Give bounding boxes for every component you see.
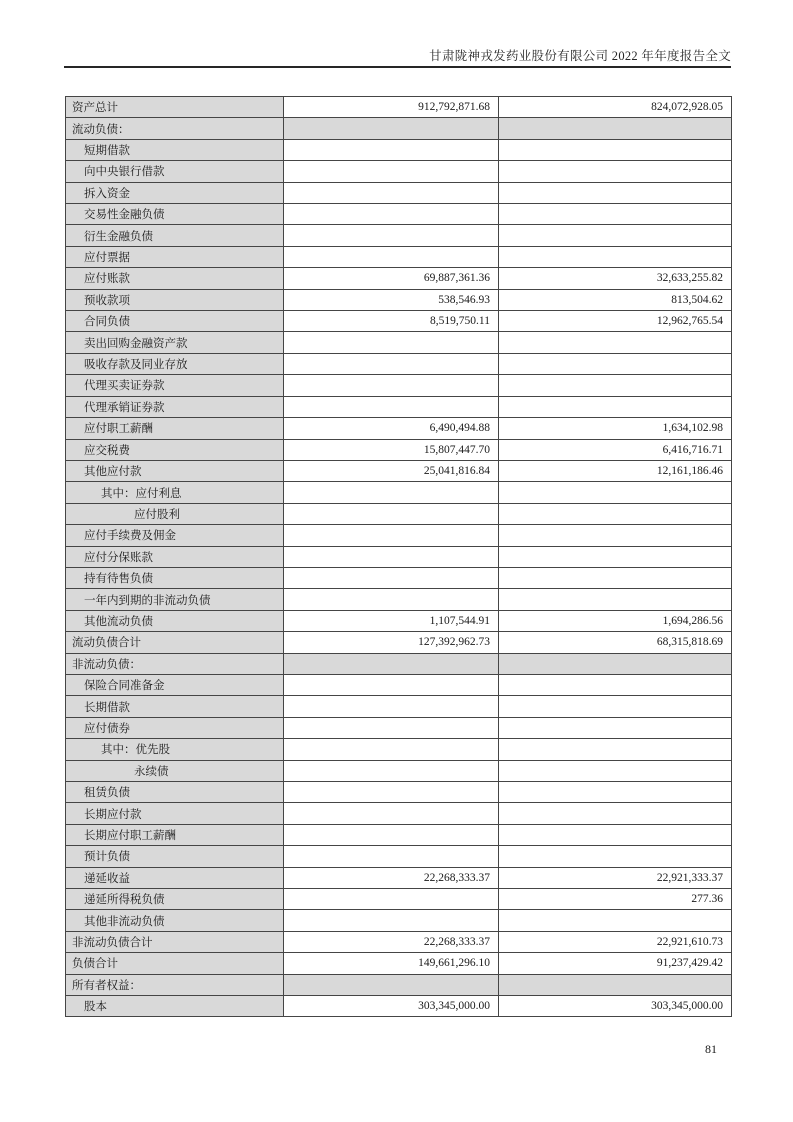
row-item-label: 负债合计: [66, 953, 284, 974]
row-current-period-value: [284, 525, 499, 546]
table-row: [66, 97, 732, 118]
row-current-period-value: 303,345,000.00: [284, 996, 499, 1017]
row-item-label: 其中：优先股: [66, 739, 284, 760]
row-prior-period-value: [499, 760, 732, 781]
row-prior-period-value: [499, 567, 732, 588]
row-item-label: 预收款项: [66, 289, 284, 310]
row-current-period-value: 127,392,962.73: [284, 632, 499, 653]
row-current-period-value: [284, 910, 499, 931]
row-current-period-value: 6,490,494.88: [284, 418, 499, 439]
row-current-period-value: [284, 396, 499, 417]
row-item-label: 应付账款: [66, 268, 284, 289]
row-current-period-value: 1,107,544.91: [284, 610, 499, 631]
table-row: [66, 353, 732, 374]
row-current-period-value: [284, 889, 499, 910]
row-item-label: 应交税费: [66, 439, 284, 460]
balance-sheet-table: [65, 96, 732, 1017]
row-prior-period-value: [499, 696, 732, 717]
row-prior-period-value: [499, 332, 732, 353]
row-current-period-value: [284, 974, 499, 995]
row-current-period-value: [284, 182, 499, 203]
row-item-label: 流动负债合计: [66, 632, 284, 653]
table-row: [66, 953, 732, 974]
row-item-label: 代理承销证券款: [66, 396, 284, 417]
row-prior-period-value: [499, 204, 732, 225]
row-prior-period-value: [499, 375, 732, 396]
row-prior-period-value: 12,962,765.54: [499, 311, 732, 332]
table-row: [66, 760, 732, 781]
row-prior-period-value: 91,237,429.42: [499, 953, 732, 974]
row-item-label: 租赁负债: [66, 782, 284, 803]
row-prior-period-value: 303,345,000.00: [499, 996, 732, 1017]
report-header-title: 甘肃陇神戎发药业股份有限公司 2022 年年度报告全文: [429, 49, 731, 63]
row-prior-period-value: 22,921,333.37: [499, 867, 732, 888]
table-row: [66, 332, 732, 353]
row-current-period-value: [284, 803, 499, 824]
row-current-period-value: [284, 739, 499, 760]
row-prior-period-value: 6,416,716.71: [499, 439, 732, 460]
row-item-label: 保险合同准备金: [66, 674, 284, 695]
row-prior-period-value: 813,504.62: [499, 289, 732, 310]
row-current-period-value: [284, 332, 499, 353]
table-row: [66, 867, 732, 888]
row-item-label: 合同负债: [66, 311, 284, 332]
row-item-label: 拆入资金: [66, 182, 284, 203]
row-item-label: 长期应付款: [66, 803, 284, 824]
table-row: [66, 182, 732, 203]
row-item-label: 吸收存款及同业存放: [66, 353, 284, 374]
row-current-period-value: [284, 824, 499, 845]
row-current-period-value: 69,887,361.36: [284, 268, 499, 289]
row-item-label: 永续债: [66, 760, 284, 781]
row-item-label: 流动负债：: [66, 118, 284, 139]
row-item-label: 非流动负债：: [66, 653, 284, 674]
table-row: [66, 525, 732, 546]
table-row: [66, 910, 732, 931]
row-item-label: 应付股利: [66, 503, 284, 524]
row-current-period-value: [284, 696, 499, 717]
row-prior-period-value: [499, 139, 732, 160]
table-row: [66, 803, 732, 824]
table-row: [66, 717, 732, 738]
row-item-label: 预计负债: [66, 846, 284, 867]
row-item-label: 卖出回购金融资产款: [66, 332, 284, 353]
table-row: [66, 996, 732, 1017]
table-row: [66, 567, 732, 588]
row-current-period-value: 25,041,816.84: [284, 460, 499, 481]
row-prior-period-value: 22,921,610.73: [499, 931, 732, 952]
table-row: [66, 653, 732, 674]
page-number: 81: [705, 1042, 717, 1056]
table-row: [66, 396, 732, 417]
table-row: [66, 268, 732, 289]
row-item-label: 持有待售负债: [66, 567, 284, 588]
row-item-label: 代理买卖证券款: [66, 375, 284, 396]
row-current-period-value: [284, 118, 499, 139]
row-prior-period-value: 824,072,928.05: [499, 97, 732, 118]
row-prior-period-value: 32,633,255.82: [499, 268, 732, 289]
row-current-period-value: 538,546.93: [284, 289, 499, 310]
row-prior-period-value: [499, 674, 732, 695]
row-current-period-value: [284, 375, 499, 396]
row-prior-period-value: [499, 353, 732, 374]
row-prior-period-value: 1,634,102.98: [499, 418, 732, 439]
row-item-label: 其中：应付利息: [66, 482, 284, 503]
row-current-period-value: [284, 717, 499, 738]
row-item-label: 向中央银行借款: [66, 161, 284, 182]
row-item-label: 非流动负债合计: [66, 931, 284, 952]
table-row: [66, 418, 732, 439]
row-current-period-value: [284, 161, 499, 182]
table-row: [66, 674, 732, 695]
row-current-period-value: [284, 503, 499, 524]
row-item-label: 所有者权益：: [66, 974, 284, 995]
table-row: [66, 289, 732, 310]
table-row: [66, 546, 732, 567]
row-prior-period-value: 12,161,186.46: [499, 460, 732, 481]
row-item-label: 长期借款: [66, 696, 284, 717]
row-prior-period-value: [499, 525, 732, 546]
row-current-period-value: [284, 567, 499, 588]
row-prior-period-value: [499, 910, 732, 931]
row-item-label: 应付手续费及佣金: [66, 525, 284, 546]
row-item-label: 衍生金融负债: [66, 225, 284, 246]
table-row: [66, 589, 732, 610]
row-prior-period-value: 277.36: [499, 889, 732, 910]
table-row: [66, 225, 732, 246]
row-prior-period-value: [499, 782, 732, 803]
table-row: [66, 696, 732, 717]
row-current-period-value: [284, 653, 499, 674]
row-prior-period-value: [499, 503, 732, 524]
row-current-period-value: [284, 204, 499, 225]
table-row: [66, 739, 732, 760]
row-current-period-value: [284, 246, 499, 267]
row-item-label: 递延所得税负债: [66, 889, 284, 910]
table-row: [66, 974, 732, 995]
row-current-period-value: [284, 760, 499, 781]
row-current-period-value: 22,268,333.37: [284, 931, 499, 952]
row-current-period-value: [284, 674, 499, 695]
table-row: [66, 824, 732, 845]
table-row: [66, 889, 732, 910]
table-row: [66, 460, 732, 481]
row-prior-period-value: [499, 246, 732, 267]
row-prior-period-value: [499, 589, 732, 610]
row-prior-period-value: [499, 803, 732, 824]
row-prior-period-value: [499, 653, 732, 674]
row-prior-period-value: 1,694,286.56: [499, 610, 732, 631]
table-row: [66, 161, 732, 182]
row-item-label: 应付职工薪酬: [66, 418, 284, 439]
row-current-period-value: [284, 589, 499, 610]
table-row: [66, 782, 732, 803]
table-row: [66, 632, 732, 653]
row-item-label: 其他流动负债: [66, 610, 284, 631]
table-row: [66, 246, 732, 267]
table-row: [66, 482, 732, 503]
row-current-period-value: [284, 139, 499, 160]
row-current-period-value: [284, 225, 499, 246]
row-prior-period-value: [499, 546, 732, 567]
table-row: [66, 503, 732, 524]
row-current-period-value: [284, 782, 499, 803]
row-prior-period-value: [499, 739, 732, 760]
table-row: [66, 204, 732, 225]
row-item-label: 应付债券: [66, 717, 284, 738]
table-row: [66, 139, 732, 160]
row-current-period-value: [284, 546, 499, 567]
row-item-label: 递延收益: [66, 867, 284, 888]
row-item-label: 资产总计: [66, 97, 284, 118]
row-prior-period-value: 68,315,818.69: [499, 632, 732, 653]
row-item-label: 应付分保账款: [66, 546, 284, 567]
row-current-period-value: [284, 482, 499, 503]
table-row: [66, 846, 732, 867]
row-prior-period-value: [499, 161, 732, 182]
table-body: [66, 97, 732, 1017]
row-prior-period-value: [499, 482, 732, 503]
row-prior-period-value: [499, 396, 732, 417]
row-prior-period-value: [499, 717, 732, 738]
row-item-label: 其他非流动负债: [66, 910, 284, 931]
row-prior-period-value: [499, 118, 732, 139]
row-item-label: 交易性金融负债: [66, 204, 284, 225]
row-prior-period-value: [499, 846, 732, 867]
row-item-label: 股本: [66, 996, 284, 1017]
table-row: [66, 311, 732, 332]
table-row: [66, 375, 732, 396]
header-rule: [64, 66, 731, 68]
row-current-period-value: 22,268,333.37: [284, 867, 499, 888]
row-prior-period-value: [499, 225, 732, 246]
row-current-period-value: [284, 846, 499, 867]
row-prior-period-value: [499, 824, 732, 845]
row-item-label: 长期应付职工薪酬: [66, 824, 284, 845]
row-current-period-value: 8,519,750.11: [284, 311, 499, 332]
row-item-label: 其他应付款: [66, 460, 284, 481]
row-item-label: 短期借款: [66, 139, 284, 160]
table-row: [66, 118, 732, 139]
row-current-period-value: 912,792,871.68: [284, 97, 499, 118]
row-prior-period-value: [499, 182, 732, 203]
row-current-period-value: [284, 353, 499, 374]
row-current-period-value: 149,661,296.10: [284, 953, 499, 974]
row-item-label: 应付票据: [66, 246, 284, 267]
row-item-label: 一年内到期的非流动负债: [66, 589, 284, 610]
table-row: [66, 610, 732, 631]
row-prior-period-value: [499, 974, 732, 995]
row-current-period-value: 15,807,447.70: [284, 439, 499, 460]
table-row: [66, 439, 732, 460]
table-row: [66, 931, 732, 952]
